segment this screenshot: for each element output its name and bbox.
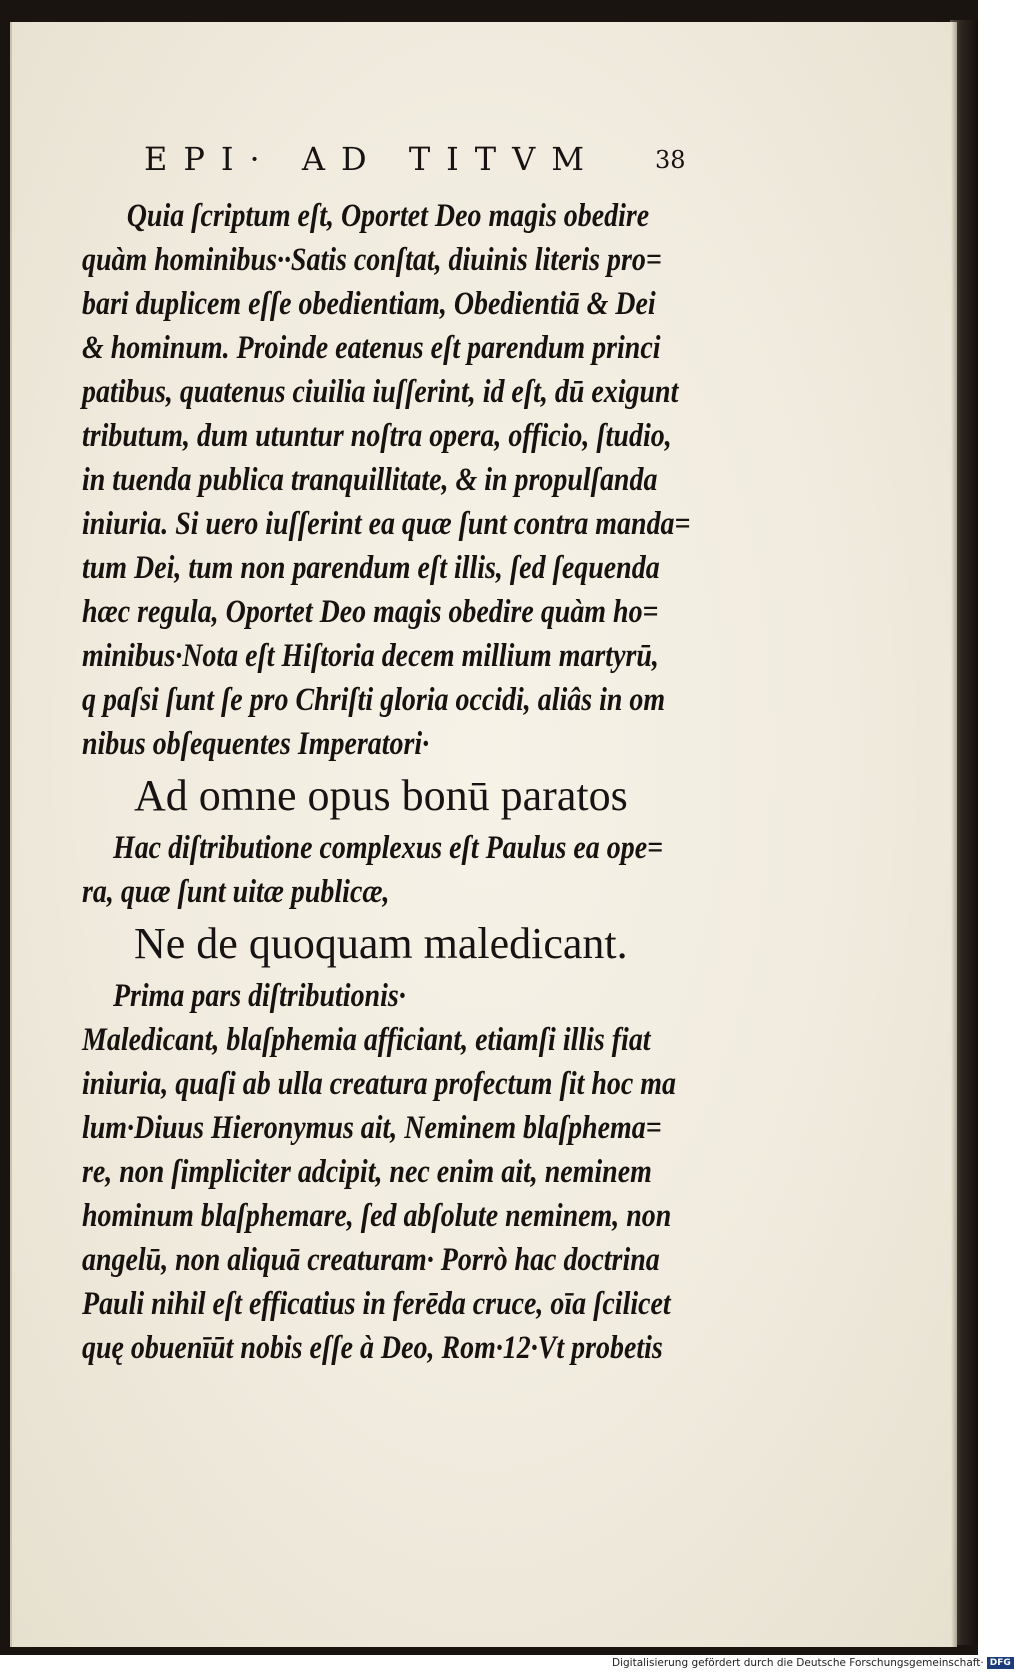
text-line: ra, quæ ſunt uitæ publicæ, bbox=[82, 874, 390, 910]
digitization-credit bbox=[612, 1657, 1014, 1669]
text-line: Pauli nihil eſt efficatius in ferēda cruce, oīa ſcilicet bbox=[82, 1286, 671, 1322]
text-line: minibus·Nota eſt Hiſtoria decem millium martyrū, bbox=[82, 638, 659, 674]
book-page bbox=[10, 22, 957, 1647]
text-line: bari duplicem eſſe obedientiam, Obedientiā & Dei bbox=[82, 286, 656, 322]
text-line: patibus, quatenus ciuilia iuſſerint, id eſt, dū exigunt bbox=[82, 374, 679, 410]
section-heading: Ad omne opus bonū paratos bbox=[134, 771, 628, 820]
section-heading: Ne de quoquam maledicant. bbox=[134, 919, 628, 968]
text-line: Prima pars diſtributionis· bbox=[112, 978, 406, 1014]
text-line: Quia ſcriptum eſt, Oportet Deo magis obedire bbox=[126, 198, 650, 234]
text-line: iniuria. Si uero iuſſerint ea quæ ſunt contra manda= bbox=[82, 506, 691, 542]
text-line: nibus obſequentes Imperatori· bbox=[82, 726, 430, 762]
text-line: in tuenda publica tranquillitate, & in propulſanda bbox=[82, 462, 658, 498]
text-line: & hominum. Proinde eatenus eſt parendum princi bbox=[82, 330, 661, 366]
text-line: quę obuenīūt nobis eſſe à Deo, Rom·12·Vt probetis bbox=[82, 1330, 663, 1366]
text-line: iniuria, quaſi ab ulla creatura profectum ſit hoc ma bbox=[82, 1066, 677, 1102]
running-title: EPI· AD TITVM bbox=[144, 140, 601, 178]
credit-text: Digitalisierung gefördert durch die Deutsche Forschungsgemeinschaft· bbox=[612, 1657, 984, 1669]
dfg-logo: DFG bbox=[987, 1657, 1014, 1669]
text-line: tum Dei, tum non parendum eſt illis, ſed ſequenda bbox=[82, 550, 660, 586]
text-line: q paſsi ſunt ſe pro Chriſti gloria occidi, aliâs in om bbox=[82, 682, 666, 718]
text-line: lum·Diuus Hieronymus ait, Neminem blaſphema= bbox=[82, 1110, 662, 1146]
text-line: quàm hominibus··Satis conſtat, diuinis literis pro= bbox=[82, 242, 662, 278]
text-line: Maledicant, blaſphemia afficiant, etiamſi illis fiat bbox=[82, 1022, 651, 1058]
page-number: 38 bbox=[655, 146, 686, 174]
text-line: tributum, dum utuntur noſtra opera, officio, ſtudio, bbox=[82, 418, 672, 454]
text-line: re, non ſimpliciter adcipit, nec enim ait, neminem bbox=[82, 1154, 652, 1190]
text-line: Hac diſtributione complexus eſt Paulus ea ope= bbox=[112, 830, 664, 866]
text-line: hæc regula, Oportet Deo magis obedire quàm ho= bbox=[82, 594, 659, 630]
body-text bbox=[82, 194, 732, 1370]
text-line: angelū, non aliquā creaturam· Porrò hac doctrina bbox=[82, 1242, 660, 1278]
text-line: hominum blaſphemare, ſed abſolute neminem, non bbox=[82, 1198, 672, 1234]
